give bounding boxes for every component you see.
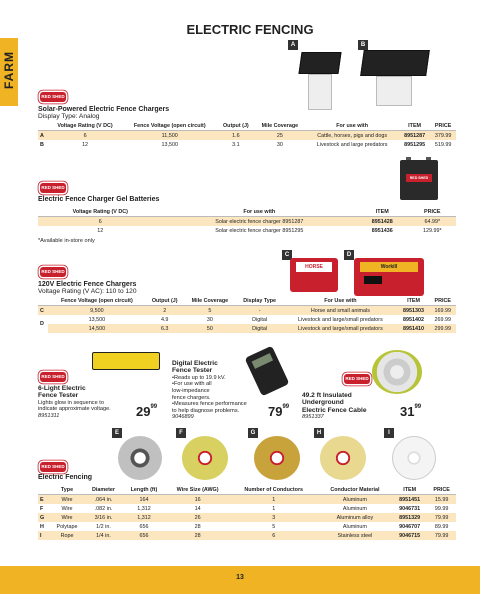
table-row (38, 217, 456, 227)
cell: Stainless steel (318, 531, 392, 540)
120v-charger-table (38, 297, 456, 333)
cell: Horse and small animals (283, 306, 397, 316)
col-header: Length (ft) (122, 486, 165, 495)
product-desc: indicate approximate voltage. (38, 406, 111, 413)
cell: 28 (165, 531, 229, 540)
cell: 30 (206, 316, 213, 323)
cell: 9046715 (392, 531, 427, 540)
badge-a: A (288, 40, 298, 50)
cell: 1/4 in. (85, 531, 123, 540)
battery-label: RED SHED (406, 174, 432, 182)
section-120v-header (38, 281, 136, 295)
item-number: 8951337 (302, 414, 324, 421)
cell: 129.99* (422, 227, 442, 234)
col-header: Display Type (236, 297, 283, 306)
col-header: Mile Coverage (184, 297, 236, 306)
cell: .082 in. (94, 505, 113, 512)
table-row (38, 306, 456, 316)
table-header-row (38, 122, 456, 131)
badge-f: F (176, 428, 186, 438)
cell: 3.1 (232, 141, 240, 148)
table-header-row (38, 297, 456, 306)
footnote: *Available in-store only (38, 238, 95, 244)
price-underground-cable (400, 404, 421, 419)
brand-logo: RED SHED (40, 183, 66, 193)
cell: A (38, 131, 48, 141)
cell: 64.99* (409, 217, 456, 227)
cell: Polytape (56, 523, 78, 530)
table-row (38, 531, 456, 540)
section-subtitle: Voltage Rating (V AC): 110 to 120 (38, 288, 137, 295)
cell: F (40, 505, 44, 512)
price-cents: 99 (150, 404, 158, 410)
price-cents: 99 (414, 404, 422, 410)
side-tab: FARM (0, 38, 18, 106)
badge-c: C (282, 250, 292, 260)
cable-spool (372, 350, 422, 394)
section-title: 120V Electric Fence Chargers (38, 281, 137, 288)
col-header: ITEM (356, 208, 409, 217)
cell: 269.99 (434, 316, 452, 323)
product-bullet: low-impedance (172, 388, 210, 394)
charger-d-display (364, 276, 382, 284)
product-bullet: to help diagnose problems. (172, 407, 240, 414)
page-footer (0, 566, 480, 594)
cell: 79.99 (427, 513, 456, 522)
charger-box-b (376, 76, 412, 106)
tester-screen (252, 353, 274, 369)
cell: H (40, 523, 44, 530)
col-header: For Use with (283, 297, 397, 306)
price-6-light-tester (136, 404, 157, 419)
col-header: Output (J) (217, 122, 254, 131)
product-bullet: •Measures fence performance (172, 401, 247, 408)
badge-d: D (344, 250, 354, 260)
electric-fencing-table (38, 486, 456, 540)
cell: 12 (82, 141, 89, 148)
solar-panel-a (298, 52, 341, 74)
cell: 13,500 (88, 316, 106, 323)
product-bullet: fence chargers. (172, 394, 211, 401)
cell: Aluminum alloy (318, 513, 392, 522)
col-header: Voltage Rating (V DC) (48, 122, 122, 131)
badge-g: G (248, 428, 258, 438)
cell: 13,500 (161, 141, 178, 148)
cell: 299.99 (430, 324, 456, 333)
cell: Wire (50, 513, 85, 522)
col-header: PRICE (430, 122, 456, 131)
cell: 169.99 (430, 306, 456, 316)
fence-charger-d-image (354, 258, 424, 296)
table-row (38, 226, 456, 235)
section-solar-header (38, 106, 169, 120)
cell: 656 (139, 523, 149, 530)
solar-panel-b (360, 50, 430, 76)
cell: 1.6 (217, 131, 254, 141)
cell: 8951410 (397, 324, 429, 333)
cell: 1,312 (137, 505, 151, 512)
charger-d-label: Workill (360, 262, 418, 272)
col-header: For use with (305, 122, 399, 131)
cell: 99.99 (434, 505, 449, 512)
cell: 25 (255, 131, 306, 141)
cell: 6 (38, 217, 163, 227)
cell: 9046707 (399, 523, 421, 530)
page-title: ELECTRIC FENCING (186, 22, 314, 37)
cell: 6 (230, 531, 318, 540)
cell: Aluminum (342, 523, 367, 530)
price-cents: 99 (282, 404, 290, 410)
section-subtitle: Display Type: Analog (38, 113, 100, 120)
cell: Livestock and large/small predators (298, 316, 383, 323)
cell: Solar electric fence charger 8951287 (163, 217, 356, 227)
product-digital-tester (172, 360, 247, 421)
cell: Aluminum (318, 495, 392, 505)
section-battery-header (38, 196, 159, 203)
cell: Livestock and large/small predators (283, 324, 397, 333)
item-number: 8951311 (38, 413, 60, 419)
cell: 14 (194, 505, 201, 512)
cell: Cattle, horses, pigs and dogs (305, 131, 399, 141)
cell: Wire (50, 495, 85, 505)
cell: .064 in. (85, 495, 123, 505)
cell: 89.99 (434, 523, 449, 530)
cell: 8951436 (371, 227, 393, 234)
battery-terminal (426, 157, 431, 160)
col-header: Diameter (85, 486, 123, 495)
cell: 3 (230, 513, 318, 522)
spool-i-image (392, 436, 436, 480)
cell: Digital (236, 324, 283, 333)
product-title: Electric Fence Cable (302, 406, 367, 414)
table-row (38, 513, 456, 522)
table-row (38, 324, 456, 333)
col-header: Mile Coverage (255, 122, 306, 131)
cell: 8951303 (397, 306, 429, 316)
col-header: Voltage Rating (V DC) (38, 208, 163, 217)
cell: 3/16 in. (85, 513, 123, 522)
table-row (38, 131, 456, 141)
cell: 379.99 (430, 131, 456, 141)
product-underground-cable (302, 392, 367, 421)
cell: 1/2 in. (96, 523, 111, 530)
col-header: Output (J) (146, 297, 184, 306)
cell: 8951287 (399, 131, 430, 141)
col-header: Conductor Material (318, 486, 392, 495)
product-bullet: •For use with all (172, 381, 212, 388)
page-number: 13 (236, 574, 244, 581)
table-row (38, 140, 456, 149)
cell: E (38, 495, 50, 505)
charger-box-a (308, 74, 332, 110)
product-title: 6-Light Electric (38, 385, 86, 392)
underground-cable-image (372, 350, 422, 394)
cell: 6 (48, 131, 122, 141)
cell: 5 (184, 306, 236, 316)
cell: 50 (184, 324, 236, 333)
spool-g-image (254, 436, 300, 480)
fence-charger-c-image (290, 258, 338, 292)
brand-logo: RED SHED (40, 462, 66, 472)
product-6-light-tester (38, 385, 111, 420)
cell: 1,312 (122, 513, 165, 522)
col-header: Type (50, 486, 85, 495)
cell: G (38, 513, 50, 522)
cell: 1 (272, 505, 276, 512)
product-desc: Lights glow in sequence to (38, 399, 104, 406)
col-header: PRICE (427, 486, 456, 495)
cell: D (40, 321, 44, 327)
cell: 2 (146, 306, 184, 316)
product-title: Fence Tester (172, 367, 213, 375)
cell: 9046731 (399, 505, 421, 512)
cell: B (40, 141, 44, 148)
spool-f-image (182, 436, 228, 480)
solar-charger-a-image (300, 52, 340, 112)
brand-logo: RED SHED (40, 372, 66, 382)
cell: 4.9 (160, 316, 169, 323)
cell: 8951329 (392, 513, 427, 522)
product-title: Underground (302, 399, 344, 407)
product-title: Digital Electric (172, 360, 218, 367)
cell: Solar electric fence charger 8951295 (215, 227, 304, 234)
col-header: ITEM (397, 297, 429, 306)
cell: 79.99 (427, 531, 456, 540)
battery-table (38, 208, 456, 235)
badge-b: B (358, 40, 368, 50)
price-dollars: 31 (400, 404, 415, 419)
col-header: ITEM (399, 122, 430, 131)
section-title: Electric Fencing (38, 474, 93, 481)
brand-logo: RED SHED (40, 267, 66, 277)
6-light-tester-image (92, 352, 160, 370)
cell: C (38, 306, 48, 316)
cell: 8951428 (356, 217, 409, 227)
cell: 8951402 (403, 316, 425, 323)
col-header: PRICE (430, 297, 456, 306)
cell: 28 (194, 523, 201, 530)
col-header: Wire Size (AWG) (165, 486, 229, 495)
solar-charger-table (38, 122, 456, 149)
col-header: Fence Voltage (open circuit) (122, 122, 217, 131)
table-row (38, 315, 456, 324)
col-header: Fence Voltage (open circuit) (48, 297, 145, 306)
price-digital-tester (268, 404, 289, 419)
cell: Livestock and large predators (316, 141, 388, 148)
cell: Digital (252, 316, 268, 323)
digital-tester-image (245, 346, 290, 397)
cell: 1 (230, 495, 318, 505)
cell: I (38, 531, 50, 540)
gel-battery-image (400, 160, 438, 200)
cell: 15.99 (427, 495, 456, 505)
table-row (38, 522, 456, 531)
cell: 12 (97, 227, 104, 234)
product-bullet: •Reads up to 19.9 kV. (172, 374, 226, 381)
charger-c-label: HORSE (296, 262, 332, 272)
section-fencing-header (38, 474, 92, 481)
cell: Aluminum (342, 505, 367, 512)
cell: 16 (165, 495, 229, 505)
col-header: For use with (163, 208, 356, 217)
cell: 11,500 (122, 131, 217, 141)
cell: Wire (61, 505, 73, 512)
table-header-row (38, 208, 456, 217)
cell: 519.99 (434, 141, 452, 148)
product-title: 49.2 ft Insulated (302, 392, 352, 399)
table-header-row (38, 486, 456, 495)
badge-h: H (314, 428, 324, 438)
brand-logo: RED SHED (40, 92, 66, 102)
col-header: PRICE (409, 208, 456, 217)
item-number: 9046899 (172, 414, 194, 421)
cell: 5 (272, 523, 276, 530)
table-row (38, 504, 456, 513)
section-title: Electric Fence Charger Gel Batteries (38, 196, 160, 203)
cell: 30 (276, 141, 283, 148)
spool-h-image (320, 436, 366, 480)
price-dollars: 29 (136, 404, 151, 419)
brand-logo: RED SHED (344, 374, 370, 384)
cell: 14,500 (48, 324, 145, 333)
cell: Rope (50, 531, 85, 540)
section-title: Solar-Powered Electric Fence Chargers (38, 106, 170, 113)
spool-e-image (118, 436, 162, 480)
solar-charger-b-image (362, 50, 428, 106)
cell: 656 (122, 531, 165, 540)
cell: 6.3 (146, 324, 184, 333)
badge-e: E (112, 428, 122, 438)
col-header: ITEM (392, 486, 427, 495)
product-title: Fence Tester (38, 392, 79, 400)
cell: 164 (122, 495, 165, 505)
battery-terminal (406, 157, 411, 160)
col-header: Number of Conductors (230, 486, 318, 495)
cell: - (236, 306, 283, 316)
table-row (38, 495, 456, 505)
badge-i: I (384, 428, 394, 438)
cell: 9,500 (48, 306, 145, 316)
price-dollars: 79 (268, 404, 283, 419)
cell: 8951451 (392, 495, 427, 505)
cell: 8951295 (404, 141, 426, 148)
cell: 26 (165, 513, 229, 522)
